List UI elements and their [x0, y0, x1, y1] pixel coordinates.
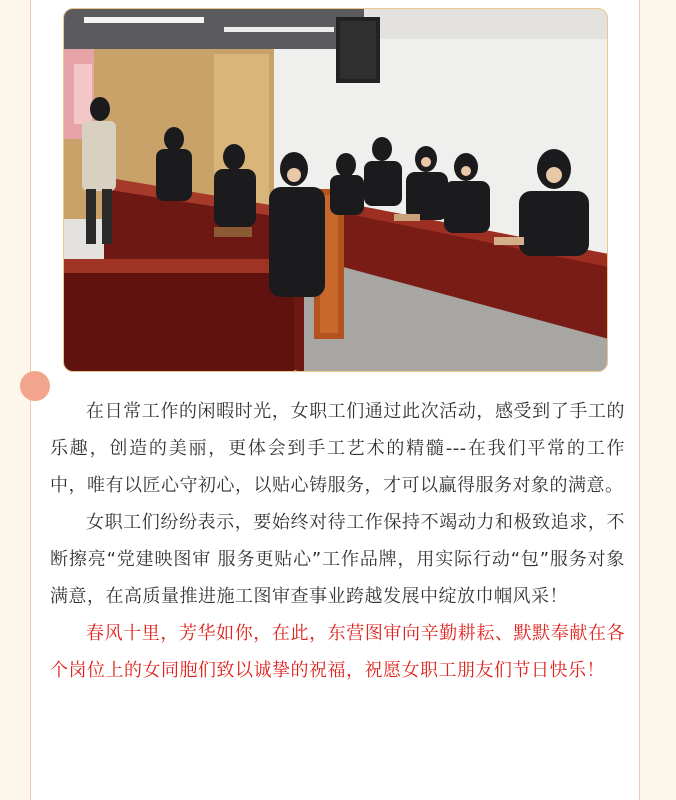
paragraph-1: 在日常工作的闲暇时光，女职工们通过此次活动，感受到了手工的乐趣，创造的美丽，更体会到手工艺术的精髓---在我们平常的工作中，唯有以匠心守初心，以贴心铸服务，才可以赢得服务对象的满意。 — [50, 401, 625, 496]
activity-photo-illustration — [64, 9, 608, 372]
decorative-dot — [20, 371, 50, 401]
article-body — [50, 393, 625, 689]
activity-photo — [63, 8, 608, 372]
closing-paragraph: 春风十里，芳华如你，在此，东营图审向辛勤耕耘、默默奉献在各个岗位上的女同胞们致以诚挚的祝福，祝愿女职工朋友们节日快乐！ — [50, 623, 625, 681]
paragraph-2: 女职工们纷纷表示，要始终对待工作保持不竭动力和极致追求，不断擦亮“党建映图审 服务更贴心”工作品牌，用实际行动“包”服务对象满意，在高质量推进施工图审查事业跨越发展中绽放巾帼风采！ — [50, 512, 625, 607]
